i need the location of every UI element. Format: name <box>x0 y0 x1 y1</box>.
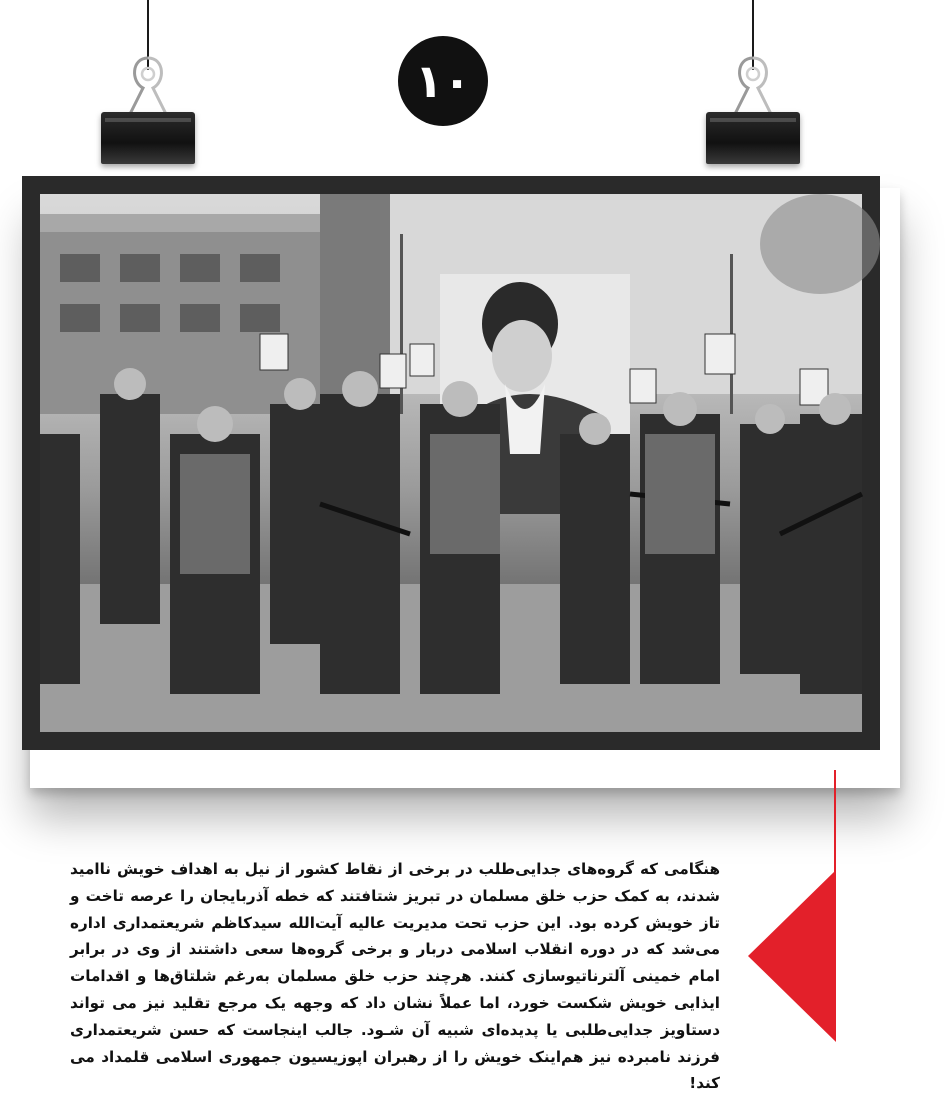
article-paragraph: هنگامی که گروه‌های جدایی‌طلب در برخی از نقاط کشور از نیل به اهداف خویش ناامید شدند، به کمک حزب خلق مسلمان در تبریز شتافتند که خطه آذربایجان را عرصه تاخت و تاز خویش کرده بود. این حزب تحت مدیریت عالیه آیت‌الله سیدکاظم شریعتمداری اداره می‌شد که در دوره انقلاب اسلامی دربار و برخی گروه‌ها سعی داشتند از وی در برابر امام خمینی آلترناتیوسازی کنند. هرچند حزب خلق مسلمان به‌رغم شلتاق‌ها و اقدامات ایذایی خویش شکست خورد، اما عملاً نشان داد که وجهه یک مرجع تقلید نیز می تواند دستاویز جدایی‌طلبی یا پدیده‌ای شبیه آن شـود. جالب اینجاست که حسن شریعتمداری فرزند نامبرده نیز هم‌اینک خویش را از رهبران اپوزیسیون جمهوری اسلامی قلمداد می کند! <box>70 860 720 1093</box>
binder-clip-right-icon <box>706 54 800 166</box>
historical-photo-icon <box>40 194 862 732</box>
binder-clip-left-icon <box>101 54 195 166</box>
red-pointer-triangle-icon <box>748 870 836 1042</box>
item-number-badge: ۱۰ <box>398 36 488 126</box>
photo-frame <box>22 176 880 750</box>
